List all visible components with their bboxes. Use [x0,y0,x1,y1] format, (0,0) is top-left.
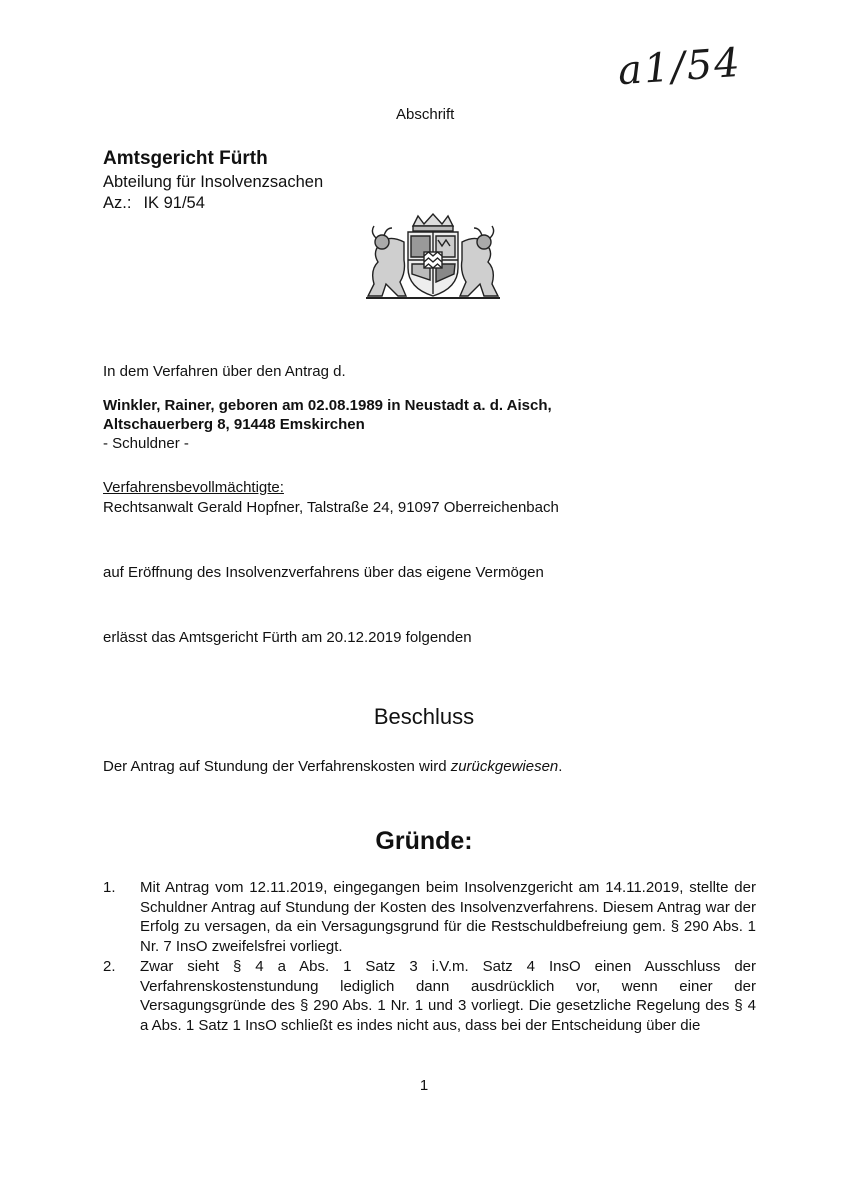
ruling-suffix: . [558,758,563,775]
ruling-text [103,757,562,777]
subject-line: auf Eröffnung des Insolvenzverfahrens über das eigene Vermögen [103,564,544,581]
page-number: 1 [419,1077,429,1094]
reasons-heading: Gründe: [375,827,473,855]
file-reference [103,194,205,213]
debtor-role: - Schuldner - [103,435,189,452]
decision-heading: Beschluss [373,704,475,729]
representative-label: Verfahrensbevollmächtigte: [103,479,284,496]
reason-text: Zwar sieht § 4 a Abs. 1 Satz 3 i.V.m. Satz 4 InsO einen Ausschluss der Verfahrenskostenstundung lediglich dann ausdrücklich vor, wenn einer der Versagungsgründe des § 290 Abs. 1 Nr. 1 und 3 vorliegt. Die gesetzliche Regelung des § 4 a Abs. 1 Satz 1 InsO schließt es indes nicht aus, dass bei der Entscheidung über die [140,958,756,1034]
handwritten-file-note: a1/54 [616,39,744,95]
court-name: Amtsgericht Fürth [103,148,268,169]
copy-label: Abschrift [396,106,455,123]
reason-number: 2. [103,958,116,975]
coat-of-arms-icon [358,212,508,300]
representative-value: Rechtsanwalt Gerald Hopfner, Talstraße 24, 91097 Oberreichenbach [103,499,559,516]
debtor-name-birth: Winkler, Rainer, geboren am 02.08.1989 in Neustadt a. d. Aisch, [103,397,552,414]
file-reference-label: Az.: [103,194,132,212]
procedure-intro: In dem Verfahren über den Antrag d. [103,363,346,380]
ruling-emphasis: zurückgewiesen [450,758,559,775]
debtor-address: Altschauerberg 8, 91448 Emskirchen [103,416,365,433]
file-reference-value: IK 91/54 [143,194,205,212]
issuance-line: erlässt das Amtsgericht Fürth am 20.12.2019 folgenden [103,629,472,646]
ruling-prefix: Der Antrag auf Stundung der Verfahrenskosten wird [103,758,451,775]
reason-text: Mit Antrag vom 12.11.2019, eingegangen beim Insolvenzgericht am 14.11.2019, stellte der Schuldner Antrag auf Stundung der Kosten des Insolvenzverfahrens. Diesem Antrag war der Erfolg zu versagen, da ein Versagungsgrund für die Restschuldbefreiung gem. § 290 Abs. 1 Nr. 7 InsO zweifelsfrei vorliegt. [140,879,756,955]
reason-number: 1. [103,879,116,896]
court-department: Abteilung für Insolvenzsachen [103,173,324,191]
